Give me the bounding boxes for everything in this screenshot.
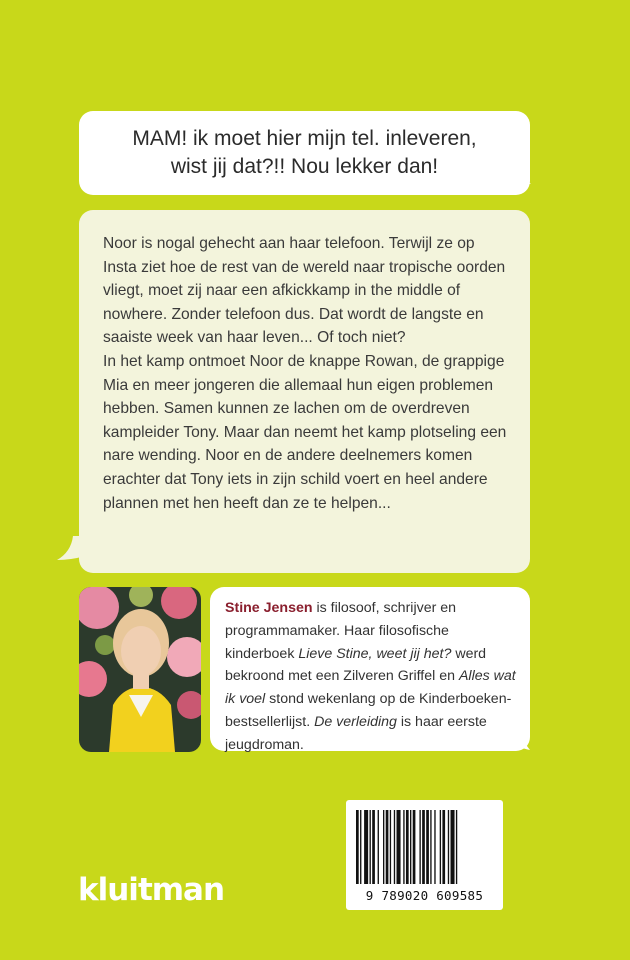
blurb-paragraph-1: Noor is nogal gehecht aan haar telefoon. Terwijl ze op Insta ziet hoe de rest van de wereld naar tropische oorden vliegt, moet zij naar een afkickkamp in the middle of nowhere. Zonder telefoon dus. Dat wordt de langste en saaiste week van haar leven... Of toch niet?	[103, 235, 506, 347]
quote-bubble	[79, 111, 530, 195]
author-bubble-tail	[498, 720, 532, 754]
book-title-2: Alles wat ik voel	[225, 668, 516, 708]
publisher-logo: kluitman	[78, 872, 225, 908]
author-bio-text-3: stond wekenlang op de Kinderboeken-bestsellerlijst.	[225, 691, 512, 730]
author-bio-text-1: is filosoof, schrijver en programmamaker. Haar filosofische kinderboek	[225, 600, 457, 662]
author-photo	[79, 587, 201, 752]
blurb-bubble	[79, 210, 530, 573]
barcode-bars	[346, 800, 503, 888]
book-title-3: De verleiding	[314, 713, 397, 730]
author-bio-bubble	[210, 587, 530, 751]
author-name: Stine Jensen	[225, 600, 313, 616]
blurb-paragraph-2: In het kamp ontmoet Noor de knappe Rowan, de grappige Mia en meer jongeren die allemaal hun eigen problemen hebben. Samen kunnen ze lachen om de overdreven kampleider Tony. Maar dan neemt het kamp plotseling een nare wending. Noor en de andere deelnemers komen erachter dat Tony iets in zijn schild voert en heel andere plannen met hen heeft dan ze te helpen...	[103, 352, 507, 512]
isbn-barcode	[346, 800, 503, 910]
quote-line-1: MAM! ik moet hier mijn tel. inleveren,	[132, 127, 477, 150]
quote-bubble-tail	[503, 162, 533, 186]
author-bio-text-4: is haar eerste jeugdroman.	[225, 713, 487, 753]
isbn-number: 9 789020 609585	[365, 888, 484, 903]
quote-line-2: wist jij dat?!! Nou lekker dan!	[170, 155, 439, 178]
book-title-1: Lieve Stine, weet jij het?	[298, 645, 452, 662]
author-bio-text-2: werd bekroond met een Zilveren Griffel en	[225, 645, 487, 685]
